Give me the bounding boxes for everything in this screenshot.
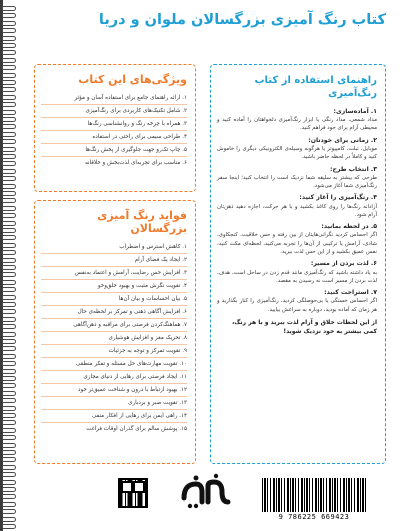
isbn-barcode bbox=[262, 478, 366, 524]
spiral-ring bbox=[2, 465, 16, 470]
spiral-ring bbox=[2, 65, 16, 70]
list-item: ۱۴. راهی ایمن برای رهایی از افکار منفی bbox=[41, 410, 187, 423]
spiral-ring bbox=[2, 161, 16, 166]
features-list bbox=[35, 92, 195, 169]
spiral-ring bbox=[2, 73, 16, 78]
list-item: ۴. طراحی سیمی برای راحتی در استفاده bbox=[41, 131, 187, 144]
publisher-logo bbox=[176, 472, 236, 512]
spiral-ring bbox=[2, 191, 16, 196]
spiral-ring bbox=[2, 250, 16, 255]
spiral-ring bbox=[2, 480, 16, 485]
guide-step-heading: ۲. زمانی برای خودتان: bbox=[308, 136, 377, 144]
list-item: ۱۱. ایجاد فرصتی برای رهایی از دنیای مجازی bbox=[41, 371, 187, 384]
spiral-ring bbox=[2, 457, 16, 462]
list-item: ۵. چاپ تک‌رو جهت جلوگیری از پخش رنگ‌ها bbox=[41, 144, 187, 157]
spiral-ring bbox=[2, 36, 16, 41]
features-box bbox=[34, 64, 196, 192]
usage-guide-box bbox=[210, 64, 386, 464]
spiral-ring bbox=[2, 154, 16, 159]
spiral-ring bbox=[2, 443, 16, 448]
spiral-ring bbox=[2, 369, 16, 374]
guide-step-heading: ۵. در لحظه بمانید: bbox=[321, 223, 377, 231]
list-item: ۶. مناسب برای تجربه‌ای لذت‌بخش و خلاقانه bbox=[85, 159, 187, 166]
spiral-ring bbox=[2, 80, 16, 85]
guide-step-text: طرحی که بیشتر به سلیقه شما نزدیک است را انتخاب کنید؛ اینجا سفر رنگ‌آمیزی شما آغاز می‌شود. bbox=[217, 174, 377, 190]
spiral-ring bbox=[2, 302, 16, 307]
spiral-ring bbox=[2, 198, 16, 203]
spiral-ring bbox=[2, 265, 16, 270]
spiral-ring bbox=[2, 406, 16, 411]
list-item: ۱. کاهش استرس و اضطراب bbox=[41, 241, 187, 254]
page-title: کتاب رنگ آمیزی بزرگسالان ملوان و دریا bbox=[98, 12, 386, 28]
benefits-box bbox=[34, 200, 196, 464]
list-item: ۱۵. پوشش سالم برای گذران اوقات فراغت bbox=[86, 425, 187, 432]
spiral-ring bbox=[2, 428, 16, 433]
spiral-ring bbox=[2, 102, 16, 107]
spiral-ring bbox=[2, 524, 16, 529]
guide-step-text: اگر احساس کردید نگرانی‌هایتان از بین رفته و حس خلاقیت، کنجکاوی، شادی، آرامش یا ترکیبی از آن‌ها را تجربه می‌کنید، لحظه‌ای مکث کنید، نفس عمیق بکشید و از این حس لذت ببرید. bbox=[217, 232, 377, 256]
spiral-ring bbox=[2, 346, 16, 351]
barcode-icon bbox=[262, 478, 366, 512]
list-item: ۳. همراه با چرخه رنگ و روانشناسی رنگ‌ها bbox=[41, 118, 187, 131]
list-item: ۲. ایجاد یک فضای آرام bbox=[41, 254, 187, 267]
spiral-ring bbox=[2, 494, 16, 499]
list-item: ۴. تقویت نگرش مثبت و بهبود خلق‌وخو bbox=[41, 280, 187, 293]
features-title: ویژگی‌های این کتاب bbox=[78, 73, 187, 86]
benefits-title: فواید رنگ آمیزی بزرگسالان bbox=[97, 209, 187, 235]
qr-code-icon bbox=[118, 478, 148, 508]
spiral-ring bbox=[2, 317, 16, 322]
spiral-ring bbox=[2, 332, 16, 337]
guide-step-text: به یاد داشته باشید که رنگ‌آمیزی مانند قدم زدن در ساحل است، هدف، لذت بردن از مسیر است نه رسیدن به مقصد. bbox=[217, 269, 377, 284]
spiral-ring bbox=[2, 213, 16, 218]
spiral-ring bbox=[2, 517, 16, 522]
list-item: ۲. شامل تکنیک‌های کاربردی برای رنگ‌آمیزی bbox=[41, 105, 187, 118]
spiral-ring bbox=[2, 472, 16, 477]
spiral-ring bbox=[2, 258, 16, 263]
spiral-ring bbox=[2, 413, 16, 418]
spiral-ring bbox=[2, 139, 16, 144]
list-item: ۳. افزایش حس رضایت، آرامش و اعتماد به‌نفس bbox=[41, 267, 187, 280]
spiral-ring bbox=[2, 147, 16, 152]
list-item: ۷. هماهنگ‌کردن فرصتی برای مراقبه و ذهن‌آگاهی bbox=[41, 319, 187, 332]
list-item: ۶. افزایش آگاهی ذهنی و تمرکز بر لحظه‌ی حال bbox=[41, 306, 187, 319]
spiral-ring bbox=[2, 95, 16, 100]
guide-step-heading: ۶. لذت بردن از مسیر: bbox=[310, 260, 377, 268]
spiral-ring bbox=[2, 87, 16, 92]
barcode-number: 9 786225 669423 bbox=[278, 513, 350, 521]
guide-step-text: اگر احساس خستگی یا بی‌حوصلگی کردید، رنگ‌آمیزی را کنار بگذارید و هر زمان که آماده بودید، دوباره به سراغش بیایید. bbox=[217, 298, 377, 313]
guide-step-text: موبایل، تبلت، کامپیوتر یا هرگونه وسیله‌ی الکترونیکی دیگری را خاموش کنید و کاملاً در لحظه حاضر باشید. bbox=[217, 145, 377, 161]
spiral-ring bbox=[2, 169, 16, 174]
spiral-ring bbox=[2, 132, 16, 137]
spiral-ring bbox=[2, 420, 16, 425]
spiral-ring bbox=[2, 280, 16, 285]
spiral-ring bbox=[2, 309, 16, 314]
list-item: ۸. تحریک مغز و افزایش هوشیاری bbox=[41, 332, 187, 345]
spiral-ring bbox=[2, 184, 16, 189]
list-item: ۱۳. تقویت صبر و بردباری bbox=[41, 397, 187, 410]
spiral-ring bbox=[2, 13, 16, 18]
spiral-ring bbox=[2, 383, 16, 388]
spiral-ring bbox=[2, 502, 16, 507]
spiral-ring bbox=[2, 324, 16, 329]
spiral-ring bbox=[2, 487, 16, 492]
spiral-ring bbox=[2, 287, 16, 292]
spiral-ring bbox=[2, 43, 16, 48]
spiral-ring bbox=[2, 391, 16, 396]
guide-step-heading: ۴. رنگ‌آمیزی را آغاز کنید: bbox=[299, 194, 377, 202]
guide-step-heading: ۷. استراحت کنید: bbox=[324, 289, 377, 297]
guide-step-heading: ۳. انتخاب طرح: bbox=[329, 165, 377, 173]
spiral-ring bbox=[2, 361, 16, 366]
list-item: ۱۲. بهبود ارتباط با درون و شناخت عمیق‌تر خود bbox=[41, 384, 187, 397]
spiral-ring bbox=[2, 398, 16, 403]
spiral-ring bbox=[2, 221, 16, 226]
list-item: ۹. تقویت تمرکز و توجه به جزئیات bbox=[41, 345, 187, 358]
spiral-ring bbox=[2, 124, 16, 129]
spiral-ring bbox=[2, 243, 16, 248]
usage-guide-title: راهنمای استفاده از کتاب رنگ‌آمیزی bbox=[254, 75, 377, 99]
spiral-ring bbox=[2, 58, 16, 63]
benefits-list bbox=[35, 241, 195, 435]
list-item: ۱. ارائه راهنمای جامع برای استفاده آسان و مؤثر bbox=[41, 92, 187, 105]
spiral-ring bbox=[2, 376, 16, 381]
spiral-ring bbox=[2, 50, 16, 55]
spiral-ring bbox=[2, 272, 16, 277]
spiral-ring bbox=[2, 206, 16, 211]
guide-step-heading: ۱. آماده‌سازی: bbox=[333, 108, 377, 115]
spiral-ring bbox=[2, 295, 16, 300]
spiral-ring bbox=[2, 28, 16, 33]
guide-closing-note: از این لحظات خلاق و آرام لذت ببرید و با هر رنگ، کمی بیشتر به خود نزدیک شوید! bbox=[232, 319, 377, 335]
publisher-logo-mark bbox=[176, 472, 236, 512]
spiral-ring bbox=[2, 435, 16, 440]
usage-guide-content bbox=[211, 108, 385, 336]
spiral-ring bbox=[2, 228, 16, 233]
guide-step-text: مداد شمعی، مداد رنگی یا ابزار رنگ‌آمیزی دلخواهتان را آماده کنید و محیطی آرام برای خود فراهم کنید. bbox=[217, 117, 377, 132]
spiral-ring bbox=[2, 354, 16, 359]
spiral-ring bbox=[2, 6, 16, 11]
list-item: ۵. بیان احساسات و بیان آن‌ها bbox=[41, 293, 187, 306]
spiral-ring bbox=[2, 450, 16, 455]
spiral-ring bbox=[2, 176, 16, 181]
spiral-ring bbox=[2, 110, 16, 115]
spiral-binding bbox=[0, 0, 18, 531]
spiral-ring bbox=[2, 509, 16, 514]
list-item: ۱۰. تقویت مهارت‌های حل مسئله و تفکر منطقی bbox=[41, 358, 187, 371]
spiral-ring bbox=[2, 21, 16, 26]
spiral-ring bbox=[2, 235, 16, 240]
spiral-ring bbox=[2, 339, 16, 344]
spiral-ring bbox=[2, 117, 16, 122]
guide-step-text: آزادانه رنگ‌ها را روی کاغذ بکشید و با هر حرکت، اجازه دهید ذهن‌تان آرام شود. bbox=[217, 203, 377, 218]
